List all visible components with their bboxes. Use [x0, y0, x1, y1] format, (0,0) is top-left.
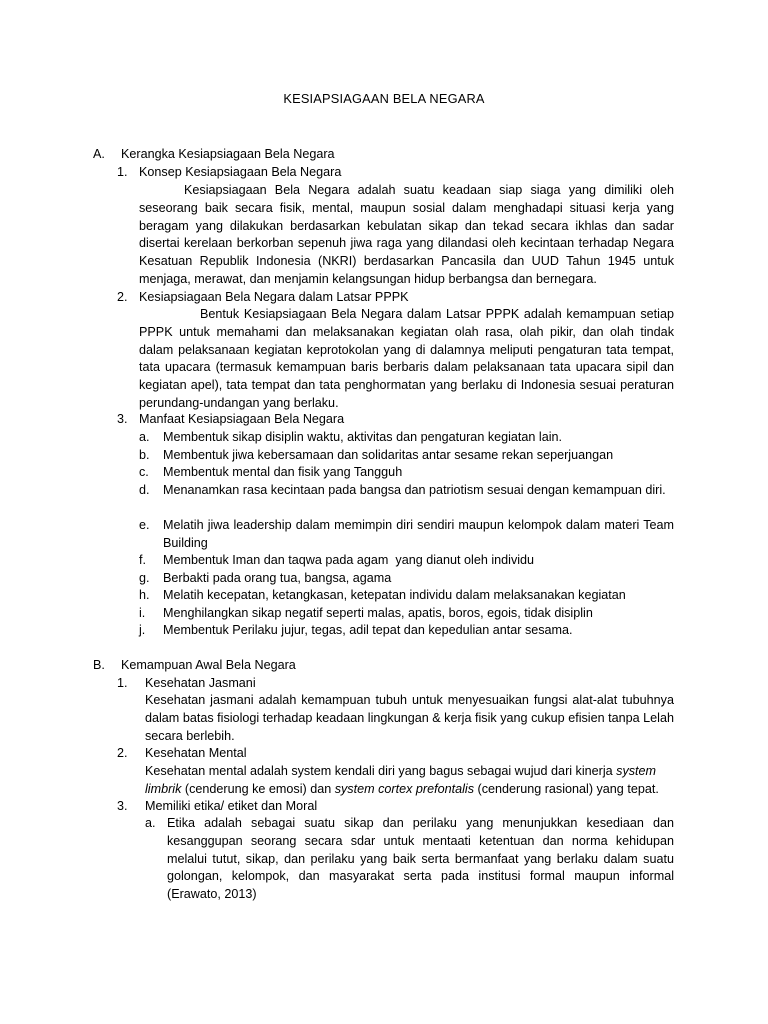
list-marker-f: f. [139, 553, 146, 567]
list-item-b3a: Etika adalah sebagai suatu sikap dan perilaku yang menunjukkan kesediaan dan kesanggupan seorang secara sdar untuk mentaati ketentuan dan norma kehidupan melalui tutut, sikap, dan perilaku yang baik serta bermanfaat yang berlaku dalam suatu golongan, kelompok, dan masyarakat serta pada institusi formal maupun informal (Erawato, 2013) [167, 816, 674, 902]
item-a1-paragraph: Kesiapsiagaan Bela Negara adalah suatu keadaan siap siaga yang dimiliki oleh seseorang baik secara fisik, mental, maupun sosial dalam menghadapi situasi kerja yang beragam yang dilakukan berdasarkan kebulatan sikap dan tekad secara ikhlas dan sadar disertai kerelaan berkorban sepenuh jiwa raga yang dilandasi oleh kecintaan terhadap Negara Kesatuan Republik Indonesia (NKRI) berdasarkan Pancasila dan UUD Tahun 1945 untuk menjaga, merawat, dan menjamin kelangsungan hidup berbangsa dan bernegara. [139, 183, 674, 286]
list-marker-i: i. [139, 606, 146, 620]
item-b2-heading: Kesehatan Mental [145, 746, 247, 760]
section-a-heading: Kerangka Kesiapsiagaan Bela Negara [121, 147, 335, 161]
item-b1-heading: Kesehatan Jasmani [145, 676, 256, 690]
item-b3-number: 3. [117, 799, 128, 813]
list-item-a: Membentuk sikap disiplin waktu, aktivitas dan pengaturan kegiatan lain. [163, 430, 563, 444]
list-item-b: Membentuk jiwa kebersamaan dan solidaritas antar sesame rekan seperjuangan [163, 448, 614, 462]
section-a-marker: A. [93, 147, 105, 161]
list-marker-j: j. [139, 623, 146, 637]
list-item-d: Menanamkan rasa kecintaan pada bangsa dan patriotism sesuai dengan kemampuan diri. [163, 483, 666, 497]
item-a2-heading: Kesiapsiagaan Bela Negara dalam Latsar PPPK [139, 290, 409, 304]
item-a2-paragraph: Bentuk Kesiapsiagaan Bela Negara dalam Latsar PPPK adalah kemampuan setiap PPPK untuk memahami dan melaksanakan kegiatan olah rasa, olah pikir, dan olah tindak dalam pelaksanaan kegiatan keprotokolan yang di dalamnya meliputi pengaturan tata tempat, tata upacara (termasuk kemampuan baris berbaris dalam pelaksanaan tata upacara sipil dan kegiatan apel), tata tempat dan tata penghormatan yang berlaku di Indonesia sesuai peraturan perundang-undangan yang berlaku. [139, 307, 674, 410]
section-b-heading: Kemampuan Awal Bela Negara [121, 658, 296, 672]
item-a1-number: 1. [117, 165, 128, 179]
item-a1-heading: Konsep Kesiapsiagaan Bela Negara [139, 165, 342, 179]
list-marker-g: g. [139, 571, 150, 585]
list-marker-c: c. [139, 465, 149, 479]
list-marker-h: h. [139, 588, 150, 602]
item-b3-heading: Memiliki etika/ etiket dan Moral [145, 799, 318, 813]
item-b2-paragraph [145, 763, 674, 799]
list-item-j: Membentuk Perilaku jujur, tegas, adil tepat dan kepedulian antar sesama. [163, 623, 573, 637]
list-item-h: Melatih kecepatan, ketangkasan, ketepatan individu dalam melaksanakan kegiatan [163, 588, 626, 602]
list-marker-d: d. [139, 483, 150, 497]
item-b2-term-1: system limbrik [145, 764, 657, 796]
item-b2-text-1: Kesehatan mental adalah system kendali diri yang bagus sebagai wujud dari kinerja [145, 764, 613, 778]
list-item-e: Melatih jiwa leadership dalam memimpin diri sendiri maupun kelompok dalam materi Team Building [163, 518, 674, 550]
item-a2-number: 2. [117, 290, 128, 304]
item-b2-text-3: (cenderung rasional) yang tepat. [477, 781, 659, 796]
list-marker-b3a: a. [145, 816, 156, 830]
section-b-marker: B. [93, 658, 105, 672]
list-item-c: Membentuk mental dan fisik yang Tangguh [163, 465, 403, 479]
item-a3-heading: Manfaat Kesiapsiagaan Bela Negara [139, 412, 345, 426]
list-item-f: Membentuk Iman dan taqwa pada agam yang dianut oleh individu [163, 553, 535, 567]
item-b2-number: 2. [117, 746, 128, 760]
list-marker-a: a. [139, 430, 150, 444]
list-item-i: Menghilangkan sikap negatif seperti malas, apatis, boros, egois, tidak disiplin [163, 606, 593, 620]
item-a3-number: 3. [117, 412, 128, 426]
list-marker-e: e. [139, 518, 150, 532]
item-b2-term-2: system cortex prefontalis [334, 781, 474, 796]
item-b2-text-2: (cenderung ke emosi) dan [184, 781, 332, 796]
item-b1-paragraph: Kesehatan jasmani adalah kemampuan tubuh untuk menyesuaikan fungsi alat-alat tubuhnya dalam batas fisiologi terhadap keadaan lingkungan & kerja fisik yang cukup efisien tanpa Lelah secara berlebih. [145, 693, 674, 743]
item-b1-number: 1. [117, 676, 128, 690]
list-item-g: Berbakti pada orang tua, bangsa, agama [163, 571, 392, 585]
document-title: KESIAPSIAGAAN BELA NEGARA [283, 91, 485, 106]
list-marker-b: b. [139, 448, 150, 462]
